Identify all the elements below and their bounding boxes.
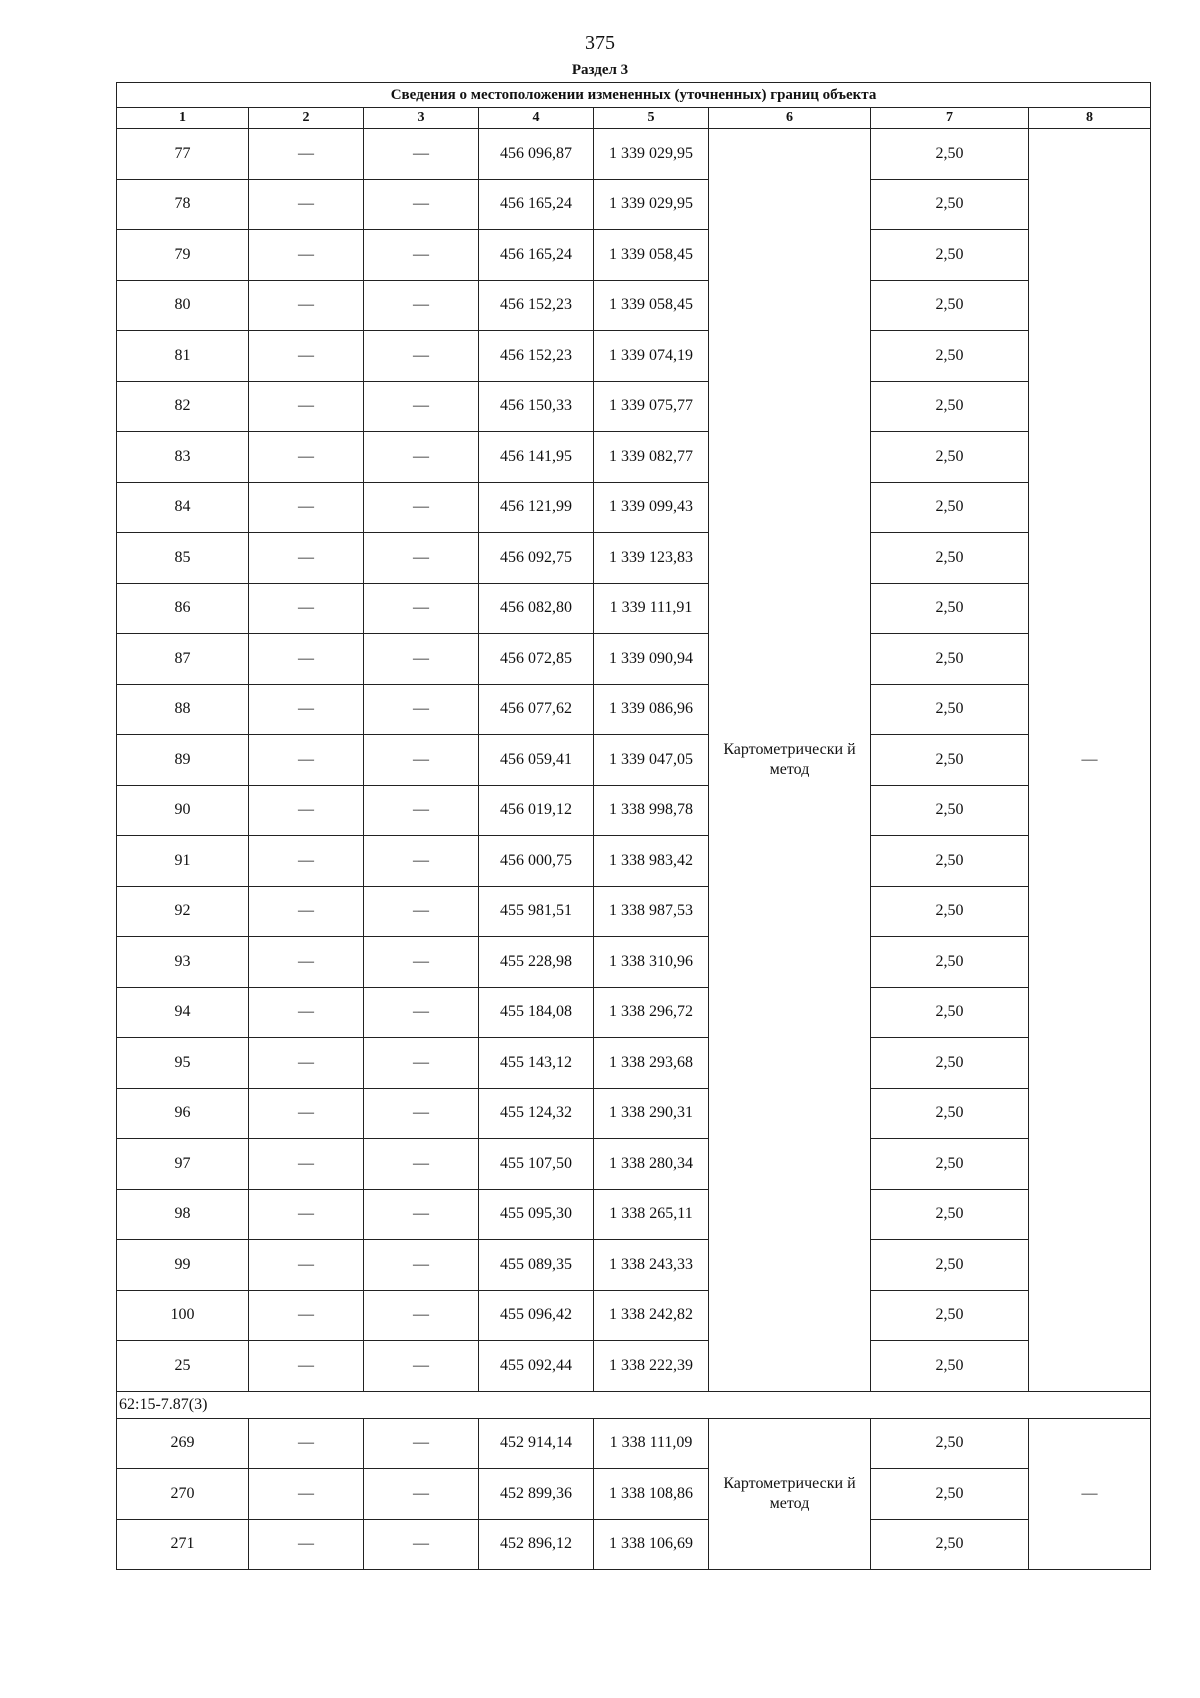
point-number-cell: 92 — [117, 886, 249, 937]
empty-dash-cell: — — [364, 684, 479, 735]
y-coordinate-cell: 1 339 090,94 — [594, 634, 709, 685]
point-number-cell: 82 — [117, 381, 249, 432]
table-row — [117, 1341, 1151, 1392]
y-coordinate-cell: 1 338 310,96 — [594, 937, 709, 988]
x-coordinate-cell: 456 141,95 — [479, 432, 594, 483]
point-number-cell: 85 — [117, 533, 249, 584]
y-coordinate-cell: 1 339 086,96 — [594, 684, 709, 735]
y-coordinate-cell: 1 338 243,33 — [594, 1240, 709, 1291]
accuracy-cell: 2,50 — [871, 937, 1029, 988]
table-row — [117, 1189, 1151, 1240]
empty-dash-cell: — — [249, 1088, 364, 1139]
accuracy-cell: 2,50 — [871, 1240, 1029, 1291]
empty-dash-cell: — — [364, 886, 479, 937]
point-number-cell: 84 — [117, 482, 249, 533]
table-row — [117, 1139, 1151, 1190]
empty-dash-cell: — — [364, 785, 479, 836]
y-coordinate-cell: 1 339 029,95 — [594, 129, 709, 180]
x-coordinate-cell: 455 228,98 — [479, 937, 594, 988]
empty-dash-cell: — — [249, 179, 364, 230]
accuracy-cell: 2,50 — [871, 785, 1029, 836]
column-header: 3 — [364, 108, 479, 129]
empty-dash-cell: — — [249, 280, 364, 331]
y-coordinate-cell: 1 338 265,11 — [594, 1189, 709, 1240]
accuracy-cell: 2,50 — [871, 1341, 1029, 1392]
x-coordinate-cell: 456 092,75 — [479, 533, 594, 584]
empty-dash-cell: — — [249, 432, 364, 483]
boundary-table — [116, 82, 1151, 1570]
accuracy-cell: 2,50 — [871, 735, 1029, 786]
x-coordinate-cell: 455 981,51 — [479, 886, 594, 937]
empty-dash-cell: — — [364, 1088, 479, 1139]
table-row — [117, 432, 1151, 483]
empty-dash-cell: — — [364, 1519, 479, 1570]
table-row — [117, 735, 1151, 786]
y-coordinate-cell: 1 339 058,45 — [594, 280, 709, 331]
empty-dash-cell: — — [364, 836, 479, 887]
y-coordinate-cell: 1 338 111,09 — [594, 1418, 709, 1469]
y-coordinate-cell: 1 338 106,69 — [594, 1519, 709, 1570]
column-header: 6 — [709, 108, 871, 129]
table-row — [117, 937, 1151, 988]
empty-dash-cell: — — [249, 937, 364, 988]
table-row — [117, 583, 1151, 634]
cadastral-number-subheading: 62:15-7.87(3) — [117, 1391, 1151, 1418]
accuracy-cell: 2,50 — [871, 1088, 1029, 1139]
y-coordinate-cell: 1 338 987,53 — [594, 886, 709, 937]
empty-dash-cell: — — [249, 482, 364, 533]
y-coordinate-cell: 1 339 099,43 — [594, 482, 709, 533]
empty-dash-cell: — — [249, 1290, 364, 1341]
x-coordinate-cell: 455 096,42 — [479, 1290, 594, 1341]
y-coordinate-cell: 1 339 058,45 — [594, 230, 709, 281]
x-coordinate-cell: 456 082,80 — [479, 583, 594, 634]
x-coordinate-cell: 452 896,12 — [479, 1519, 594, 1570]
x-coordinate-cell: 456 165,24 — [479, 230, 594, 281]
empty-dash-cell: — — [364, 1418, 479, 1469]
subheading-row — [117, 1391, 1151, 1418]
empty-dash-cell: — — [364, 381, 479, 432]
table-row — [117, 634, 1151, 685]
x-coordinate-cell: 456 072,85 — [479, 634, 594, 685]
y-coordinate-cell: 1 338 296,72 — [594, 987, 709, 1038]
x-coordinate-cell: 456 152,23 — [479, 280, 594, 331]
accuracy-cell: 2,50 — [871, 987, 1029, 1038]
empty-dash-cell: — — [364, 1038, 479, 1089]
column-header: 4 — [479, 108, 594, 129]
table-row — [117, 886, 1151, 937]
point-number-cell: 270 — [117, 1469, 249, 1520]
point-number-cell: 86 — [117, 583, 249, 634]
empty-dash-cell: — — [249, 987, 364, 1038]
accuracy-cell: 2,50 — [871, 1519, 1029, 1570]
empty-dash-cell: — — [364, 987, 479, 1038]
point-number-cell: 88 — [117, 684, 249, 735]
column-header: 2 — [249, 108, 364, 129]
x-coordinate-cell: 455 089,35 — [479, 1240, 594, 1291]
empty-dash-cell: — — [249, 331, 364, 382]
accuracy-cell: 2,50 — [871, 1189, 1029, 1240]
x-coordinate-cell: 456 150,33 — [479, 381, 594, 432]
empty-dash-cell: — — [249, 1240, 364, 1291]
table-title: Сведения о местоположении измененных (уточненных) границ объекта — [117, 83, 1151, 108]
table-row — [117, 684, 1151, 735]
table-body — [117, 83, 1151, 1570]
y-coordinate-cell: 1 338 222,39 — [594, 1341, 709, 1392]
x-coordinate-cell: 455 184,08 — [479, 987, 594, 1038]
accuracy-cell: 2,50 — [871, 129, 1029, 180]
table-row — [117, 1240, 1151, 1291]
empty-dash-cell: — — [364, 331, 479, 382]
table-row — [117, 1519, 1151, 1570]
empty-dash-cell: — — [249, 1341, 364, 1392]
empty-dash-cell: — — [364, 432, 479, 483]
x-coordinate-cell: 456 152,23 — [479, 331, 594, 382]
accuracy-cell: 2,50 — [871, 634, 1029, 685]
method-cell: Картометрически й метод — [709, 129, 871, 1392]
accuracy-cell: 2,50 — [871, 1038, 1029, 1089]
point-number-cell: 97 — [117, 1139, 249, 1190]
empty-dash-cell: — — [249, 381, 364, 432]
column-header: 5 — [594, 108, 709, 129]
accuracy-cell: 2,50 — [871, 1418, 1029, 1469]
point-number-cell: 89 — [117, 735, 249, 786]
empty-dash-cell: — — [364, 482, 479, 533]
accuracy-cell: 2,50 — [871, 179, 1029, 230]
point-number-cell: 25 — [117, 1341, 249, 1392]
accuracy-cell: 2,50 — [871, 1139, 1029, 1190]
table-row — [117, 179, 1151, 230]
empty-dash-cell: — — [249, 1139, 364, 1190]
accuracy-cell: 2,50 — [871, 583, 1029, 634]
x-coordinate-cell: 455 124,32 — [479, 1088, 594, 1139]
x-coordinate-cell: 455 143,12 — [479, 1038, 594, 1089]
accuracy-cell: 2,50 — [871, 1469, 1029, 1520]
empty-dash-cell: — — [249, 1418, 364, 1469]
accuracy-cell: 2,50 — [871, 381, 1029, 432]
description-cell: — — [1029, 129, 1151, 1392]
point-number-cell: 77 — [117, 129, 249, 180]
section-title: Раздел 3 — [571, 62, 629, 78]
empty-dash-cell: — — [249, 735, 364, 786]
empty-dash-cell: — — [249, 886, 364, 937]
x-coordinate-cell: 455 095,30 — [479, 1189, 594, 1240]
accuracy-cell: 2,50 — [871, 684, 1029, 735]
point-number-cell: 80 — [117, 280, 249, 331]
empty-dash-cell: — — [364, 1469, 479, 1520]
empty-dash-cell: — — [364, 1341, 479, 1392]
y-coordinate-cell: 1 338 290,31 — [594, 1088, 709, 1139]
empty-dash-cell: — — [364, 1189, 479, 1240]
point-number-cell: 100 — [117, 1290, 249, 1341]
table-row — [117, 280, 1151, 331]
empty-dash-cell: — — [249, 684, 364, 735]
table-row — [117, 785, 1151, 836]
empty-dash-cell: — — [249, 836, 364, 887]
empty-dash-cell: — — [364, 230, 479, 281]
accuracy-cell: 2,50 — [871, 1290, 1029, 1341]
table-row — [117, 381, 1151, 432]
page-number: 375 — [585, 32, 615, 54]
point-number-cell: 271 — [117, 1519, 249, 1570]
y-coordinate-cell: 1 339 074,19 — [594, 331, 709, 382]
y-coordinate-cell: 1 339 082,77 — [594, 432, 709, 483]
empty-dash-cell: — — [364, 583, 479, 634]
x-coordinate-cell: 452 899,36 — [479, 1469, 594, 1520]
x-coordinate-cell: 456 059,41 — [479, 735, 594, 786]
y-coordinate-cell: 1 338 242,82 — [594, 1290, 709, 1341]
point-number-cell: 83 — [117, 432, 249, 483]
x-coordinate-cell: 452 914,14 — [479, 1418, 594, 1469]
empty-dash-cell: — — [249, 583, 364, 634]
x-coordinate-cell: 455 092,44 — [479, 1341, 594, 1392]
point-number-cell: 98 — [117, 1189, 249, 1240]
empty-dash-cell: — — [364, 735, 479, 786]
x-coordinate-cell: 456 165,24 — [479, 179, 594, 230]
empty-dash-cell: — — [364, 937, 479, 988]
empty-dash-cell: — — [364, 1139, 479, 1190]
empty-dash-cell: — — [249, 1038, 364, 1089]
table-row — [117, 230, 1151, 281]
x-coordinate-cell: 456 096,87 — [479, 129, 594, 180]
y-coordinate-cell: 1 339 123,83 — [594, 533, 709, 584]
empty-dash-cell: — — [249, 533, 364, 584]
empty-dash-cell: — — [249, 634, 364, 685]
point-number-cell: 90 — [117, 785, 249, 836]
empty-dash-cell: — — [249, 1519, 364, 1570]
column-header: 8 — [1029, 108, 1151, 129]
accuracy-cell: 2,50 — [871, 886, 1029, 937]
empty-dash-cell: — — [249, 230, 364, 281]
accuracy-cell: 2,50 — [871, 331, 1029, 382]
point-number-cell: 94 — [117, 987, 249, 1038]
accuracy-cell: 2,50 — [871, 280, 1029, 331]
table-row — [117, 1418, 1151, 1469]
table-row — [117, 1290, 1151, 1341]
point-number-cell: 81 — [117, 331, 249, 382]
x-coordinate-cell: 456 019,12 — [479, 785, 594, 836]
description-cell: — — [1029, 1418, 1151, 1570]
column-header: 7 — [871, 108, 1029, 129]
y-coordinate-cell: 1 338 983,42 — [594, 836, 709, 887]
accuracy-cell: 2,50 — [871, 432, 1029, 483]
table-row — [117, 129, 1151, 180]
y-coordinate-cell: 1 338 280,34 — [594, 1139, 709, 1190]
y-coordinate-cell: 1 339 029,95 — [594, 179, 709, 230]
empty-dash-cell: — — [249, 785, 364, 836]
table-row — [117, 987, 1151, 1038]
point-number-cell: 78 — [117, 179, 249, 230]
y-coordinate-cell: 1 338 998,78 — [594, 785, 709, 836]
point-number-cell: 269 — [117, 1418, 249, 1469]
point-number-cell: 95 — [117, 1038, 249, 1089]
empty-dash-cell: — — [364, 1290, 479, 1341]
x-coordinate-cell: 456 077,62 — [479, 684, 594, 735]
table-row — [117, 1088, 1151, 1139]
y-coordinate-cell: 1 339 111,91 — [594, 583, 709, 634]
method-cell: Картометрически й метод — [709, 1418, 871, 1570]
point-number-cell: 91 — [117, 836, 249, 887]
accuracy-cell: 2,50 — [871, 230, 1029, 281]
table-title-row — [117, 83, 1151, 108]
x-coordinate-cell: 456 000,75 — [479, 836, 594, 887]
column-header: 1 — [117, 108, 249, 129]
accuracy-cell: 2,50 — [871, 533, 1029, 584]
table-row — [117, 482, 1151, 533]
empty-dash-cell: — — [364, 179, 479, 230]
y-coordinate-cell: 1 338 293,68 — [594, 1038, 709, 1089]
table-row — [117, 1469, 1151, 1520]
y-coordinate-cell: 1 338 108,86 — [594, 1469, 709, 1520]
empty-dash-cell: — — [364, 533, 479, 584]
x-coordinate-cell: 456 121,99 — [479, 482, 594, 533]
y-coordinate-cell: 1 339 075,77 — [594, 381, 709, 432]
point-number-cell: 79 — [117, 230, 249, 281]
empty-dash-cell: — — [364, 634, 479, 685]
accuracy-cell: 2,50 — [871, 836, 1029, 887]
empty-dash-cell: — — [364, 129, 479, 180]
table-row — [117, 836, 1151, 887]
table-row — [117, 533, 1151, 584]
empty-dash-cell: — — [249, 129, 364, 180]
empty-dash-cell: — — [249, 1469, 364, 1520]
x-coordinate-cell: 455 107,50 — [479, 1139, 594, 1190]
y-coordinate-cell: 1 339 047,05 — [594, 735, 709, 786]
point-number-cell: 87 — [117, 634, 249, 685]
empty-dash-cell: — — [249, 1189, 364, 1240]
point-number-cell: 96 — [117, 1088, 249, 1139]
empty-dash-cell: — — [364, 1240, 479, 1291]
column-header-row — [117, 108, 1151, 129]
table-row — [117, 1038, 1151, 1089]
point-number-cell: 93 — [117, 937, 249, 988]
empty-dash-cell: — — [364, 280, 479, 331]
accuracy-cell: 2,50 — [871, 482, 1029, 533]
table-row — [117, 331, 1151, 382]
point-number-cell: 99 — [117, 1240, 249, 1291]
